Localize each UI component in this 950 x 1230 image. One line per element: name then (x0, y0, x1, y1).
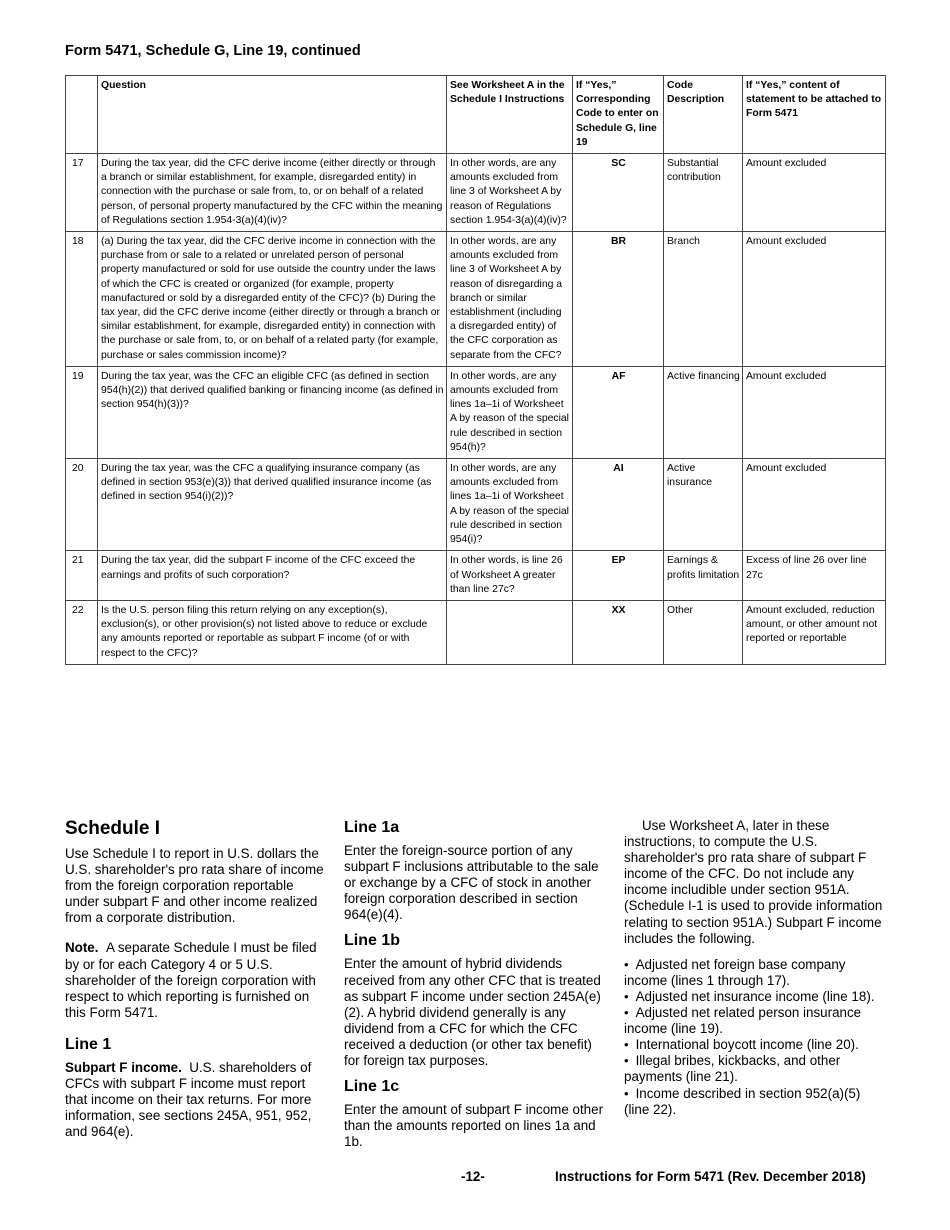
line-1b-heading: Line 1b (344, 932, 401, 950)
row-number: 19 (66, 366, 98, 458)
row-question: (a) During the tax year, did the CFC derive income in connection with the purchase from or sale to a related or unrelated person of personal property manufactured or sold for use outside the country under the laws of which the CFC is created or organized (for example, property manufactured or sold by a disregarded entity of the CFC)? (b) During the tax year, did the CFC derive income (either directly or through a branch or similar establishment, for example, disregarded entity) in connection with the purchase or sale from, to, or on behalf of a related party (for example, purchase or sales commission income)? (98, 232, 447, 367)
header-statement: If “Yes,” content of statement to be attached to Form 5471 (743, 76, 886, 154)
subpart-f-income-list (624, 957, 886, 1118)
row-number: 18 (66, 232, 98, 367)
row-worksheet: In other words, are any amounts excluded from line 3 of Worksheet A by reason of Regulations section 1.954-3(a)(4)(iv)? (447, 154, 573, 232)
row-worksheet (447, 600, 573, 664)
column-subpart-f-list (624, 818, 886, 1118)
row-number: 20 (66, 459, 98, 551)
row-code-description: Substantial contribution (664, 154, 743, 232)
row-number: 21 (66, 551, 98, 601)
table-row (66, 154, 886, 232)
list-item: • Adjusted net related person insurance income (line 19). (624, 1005, 886, 1037)
note-paragraph (65, 940, 328, 1020)
note-label: Note. (65, 940, 99, 956)
row-code-description: Branch (664, 232, 743, 367)
row-code-description: Other (664, 600, 743, 664)
list-item: • Adjusted net foreign base company income (lines 1 through 17). (624, 957, 886, 989)
row-code: XX (573, 600, 664, 664)
table-row (66, 232, 886, 367)
row-statement: Amount excluded, reduction amount, or other amount not reported or reportable (743, 600, 886, 664)
table-row (66, 366, 886, 458)
row-code: AI (573, 459, 664, 551)
table-row (66, 600, 886, 664)
subpart-f-paragraph (65, 1060, 328, 1140)
row-statement: Excess of line 26 over line 27c (743, 551, 886, 601)
row-code-description: Active financing (664, 366, 743, 458)
row-statement: Amount excluded (743, 459, 886, 551)
row-code-description: Earnings & profits limitation (664, 551, 743, 601)
page-number: -12- (461, 1169, 485, 1184)
subpart-f-text: U.S. shareholders of CFCs with subpart F income must report that income on their tax returns. For more information, see sections 245A, 951, 952, and 964(e). (65, 1059, 312, 1140)
header-code: If “Yes,” Corresponding Code to enter on Schedule G, line 19 (573, 76, 664, 154)
row-code: BR (573, 232, 664, 367)
row-statement: Amount excluded (743, 366, 886, 458)
schedule-g-table (65, 75, 886, 665)
row-worksheet: In other words, are any amounts excluded from lines 1a–1i of Worksheet A by reason of the special rule described in section 954(h)? (447, 366, 573, 458)
row-worksheet: In other words, is line 26 of Worksheet A greater than line 27c? (447, 551, 573, 601)
header-question: Question (98, 76, 447, 154)
note-text: A separate Schedule I must be filed by or for each Category 4 or 5 U.S. shareholder of the foreign corporation with respect to which reporting is furnished on this Form 5471. (65, 940, 317, 1020)
row-code: SC (573, 154, 664, 232)
row-question: During the tax year, did the CFC derive income (either directly or through a branch or similar establishment, for example, disregarded entity) in connection with the purchase or sale from, to, or on behalf of a related person, of personal property manufactured by the CFC within the meaning of Regulations section 1.954-3(a)(4)(iv)? (98, 154, 447, 232)
row-question: Is the U.S. person filing this return relying on any exception(s), exclusion(s), or other provision(s) not listed above to reduce or exclude any amounts reported or reportable as subpart F income (of or with respect to the CFC)? (98, 600, 447, 664)
line-1c-heading: Line 1c (344, 1078, 400, 1096)
list-item: • International boycott income (line 20). (624, 1037, 886, 1053)
column-schedule-i (65, 818, 328, 1154)
row-worksheet: In other words, are any amounts excluded from lines 1a–1i of Worksheet A by reason of the special rule described in section 954(i)? (447, 459, 573, 551)
column-line-1a-1c (344, 818, 606, 1164)
header-code-description: Code Description (664, 76, 743, 154)
list-item: • Illegal bribes, kickbacks, and other payments (line 21). (624, 1053, 886, 1085)
header-number (66, 76, 98, 154)
schedule-i-heading: Schedule I (65, 818, 161, 839)
schedule-i-intro: Use Schedule I to report in U.S. dollars the U.S. shareholder's pro rata share of income from the foreign corporation reportable under subpart F and other income realized from a corporate distribution. (65, 846, 324, 926)
table-header-row (66, 76, 886, 154)
line-1a-heading: Line 1a (344, 819, 400, 836)
footer-title: Instructions for Form 5471 (Rev. December 2018) (555, 1169, 866, 1184)
line-1a-text: Enter the foreign-source portion of any subpart F inclusions attributable to the sale or exchange by a CFC of stock in another foreign corporation described in section 964(e)(4). (344, 843, 599, 923)
row-question: During the tax year, did the subpart F income of the CFC exceed the earnings and profits of such corporation? (98, 551, 447, 601)
table-row (66, 459, 886, 551)
list-item: • Income described in section 952(a)(5) (line 22). (624, 1086, 886, 1118)
table-row (66, 551, 886, 601)
row-code: AF (573, 366, 664, 458)
line-1b-text: Enter the amount of hybrid dividends received from any other CFC that is treated as subpart F income under section 245A(e)(2). A hybrid dividend generally is any dividend from a CFC for which the CFC received a deduction (or other tax benefit) for foreign tax purposes. (344, 956, 601, 1069)
page-title: Form 5471, Schedule G, Line 19, continued (65, 43, 361, 59)
list-item: • Adjusted net insurance income (line 18). (624, 989, 886, 1005)
worksheet-a-paragraph: Use Worksheet A, later in these instructions, to compute the U.S. shareholder's pro rata share of subpart F income of the CFC. Do not include any income includible under section 951A. (Schedule I-1 is used to provide information relating to section 951A.) Subpart F income includes the following. (624, 818, 883, 946)
row-question: During the tax year, was the CFC a qualifying insurance company (as defined in section 953(e)(3)) that derived qualified insurance income (as defined in section 954(i)(2))? (98, 459, 447, 551)
row-statement: Amount excluded (743, 154, 886, 232)
row-code-description: Active insurance (664, 459, 743, 551)
row-code: EP (573, 551, 664, 601)
subpart-f-label: Subpart F income. (65, 1059, 182, 1075)
row-number: 22 (66, 600, 98, 664)
row-question: During the tax year, was the CFC an eligible CFC (as defined in section 954(h)(2)) that derived qualified banking or financing income (as defined in section 954(h)(3))? (98, 366, 447, 458)
row-statement: Amount excluded (743, 232, 886, 367)
line-1-heading: Line 1 (65, 1035, 112, 1053)
header-worksheet: See Worksheet A in the Schedule I Instructions (447, 76, 573, 154)
line-1c-text: Enter the amount of subpart F income other than the amounts reported on lines 1a and 1b. (344, 1102, 604, 1150)
row-worksheet: In other words, are any amounts excluded from line 3 of Worksheet A by reason of disregarding a branch or similar establishment (including a disregarded entity) of the CFC corporation as separate from the CFC? (447, 232, 573, 367)
row-number: 17 (66, 154, 98, 232)
